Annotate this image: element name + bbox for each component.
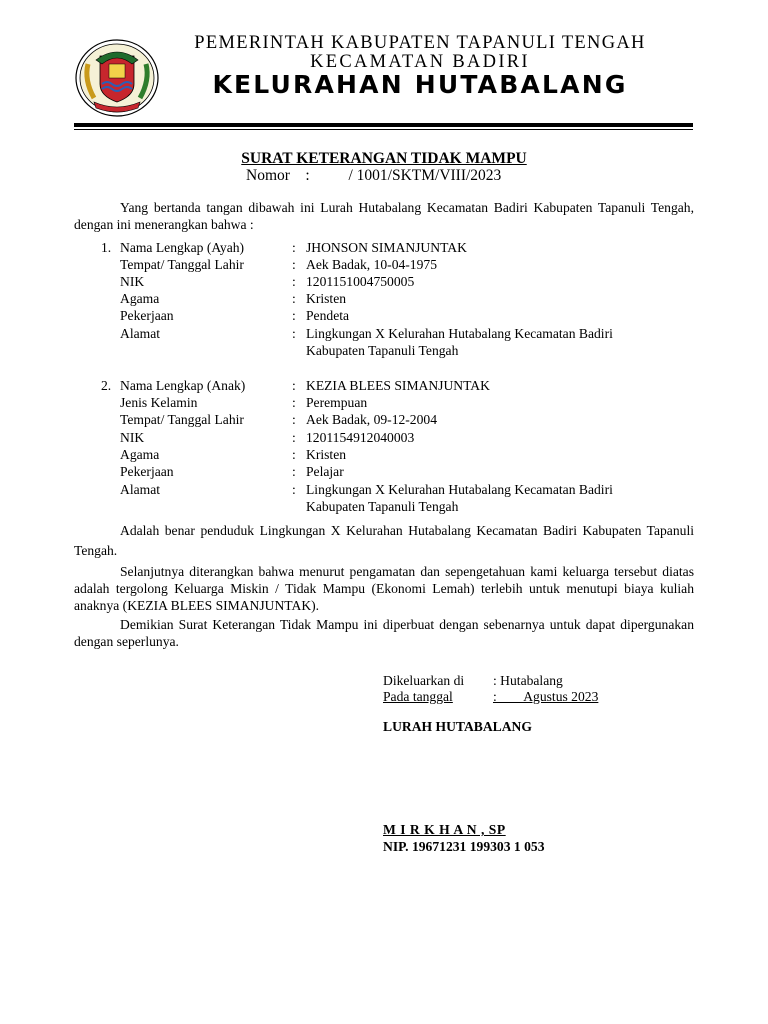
field-label: NIK: [120, 430, 145, 445]
father-nik: 1201151004750005: [306, 274, 415, 289]
field-label: NIK: [120, 274, 145, 289]
father-address: Lingkungan X Kelurahan Hutabalang Kecamatan Badiri: [306, 326, 613, 341]
child-address: Lingkungan X Kelurahan Hutabalang Kecamatan Badiri: [306, 482, 613, 497]
field-label: Tempat/ Tanggal Lahir: [120, 257, 244, 272]
field-colon: :: [292, 240, 296, 255]
regency-coat-of-arms-icon: [74, 38, 160, 118]
signatory-nip: NIP. 19671231 199303 1 053: [383, 839, 545, 854]
field-label: Agama: [120, 447, 160, 462]
field-colon: :: [292, 274, 296, 289]
person-1-number: 1.: [101, 240, 112, 255]
letter-title: SURAT KETERANGAN TIDAK MAMPU: [241, 150, 527, 167]
father-name: JHONSON SIMANJUNTAK: [306, 240, 467, 255]
field-colon: :: [292, 447, 296, 462]
field-label: Pekerjaan: [120, 464, 174, 479]
signatory-office: LURAH HUTABALANG: [383, 719, 532, 734]
person-2-number: 2.: [101, 378, 112, 393]
letter-number: Nomor : / 1001/SKTM/VIII/2023: [246, 167, 502, 184]
child-birth: Aek Badak, 09-12-2004: [306, 412, 437, 427]
field-colon: :: [292, 412, 296, 427]
date-label: Pada tanggal: [383, 689, 453, 704]
field-colon: :: [292, 482, 296, 497]
child-address-line2: Kabupaten Tapanuli Tengah: [306, 499, 459, 514]
field-label: Agama: [120, 291, 160, 306]
field-label: Alamat: [120, 482, 161, 497]
child-name: KEZIA BLEES SIMANJUNTAK: [306, 378, 490, 393]
intro-paragraph: Yang bertanda tangan dibawah ini Lurah Hutabalang Kecamatan Badiri Kabupaten Tapanuli Tengah, dengan ini menerangkan bahwa :: [74, 200, 694, 233]
field-label: Pekerjaan: [120, 308, 174, 323]
child-religion: Kristen: [306, 447, 347, 462]
field-colon: :: [292, 378, 296, 393]
father-occupation: Pendeta: [306, 308, 350, 323]
letterhead-regency: PEMERINTAH KABUPATEN TAPANULI TENGAH: [194, 33, 646, 53]
father-religion: Kristen: [306, 291, 347, 306]
field-label: Alamat: [120, 326, 161, 341]
issued-place-label: Dikeluarkan di: [383, 673, 465, 688]
field-colon: :: [292, 308, 296, 323]
field-colon: :: [292, 464, 296, 479]
field-label: Nama Lengkap (Ayah): [120, 240, 245, 255]
letterhead-village: KELURAHAN HUTABALANG: [212, 70, 628, 99]
field-colon: :: [292, 257, 296, 272]
letterhead-divider-thin: [74, 129, 693, 130]
letterhead-divider: [74, 123, 693, 127]
signatory-name: M I R K H A N , SP: [383, 822, 506, 837]
field-label: Jenis Kelamin: [120, 395, 198, 410]
field-label: Nama Lengkap (Anak): [120, 378, 246, 393]
child-gender: Perempuan: [306, 395, 368, 410]
issued-place-value: : Hutabalang: [493, 673, 563, 688]
field-colon: :: [292, 291, 296, 306]
field-label: Tempat/ Tanggal Lahir: [120, 412, 244, 427]
child-occupation: Pelajar: [306, 464, 344, 479]
field-colon: :: [292, 395, 296, 410]
father-birth: Aek Badak, 10-04-1975: [306, 257, 437, 272]
child-nik: 1201154912040003: [306, 430, 415, 445]
date-value: : Agustus 2023: [493, 689, 599, 704]
field-colon: :: [292, 430, 296, 445]
letterhead-district: KECAMATAN BADIRI: [310, 52, 530, 72]
statement-paragraph: Selanjutnya diterangkan bahwa menurut pengamatan dan sepengetahuan kami keluarga tersebut diatas adalah tergolong Keluarga Miskin / Tidak Mampu (Ekonomi Lemah) terlebih untuk menutupi biaya kuliah anaknya (KEZIA BLEES SIMANJUNTAK).: [74, 564, 694, 614]
residency-paragraph: Adalah benar penduduk Lingkungan X Kelurahan Hutabalang Kecamatan Badiri Kabupaten Tapanuli Tengah.: [74, 523, 694, 558]
closing-paragraph: Demikian Surat Keterangan Tidak Mampu ini diperbuat dengan sebenarnya untuk dapat dipergunakan dengan seperlunya.: [74, 617, 694, 650]
field-colon: :: [292, 326, 296, 341]
father-address-line2: Kabupaten Tapanuli Tengah: [306, 343, 459, 358]
